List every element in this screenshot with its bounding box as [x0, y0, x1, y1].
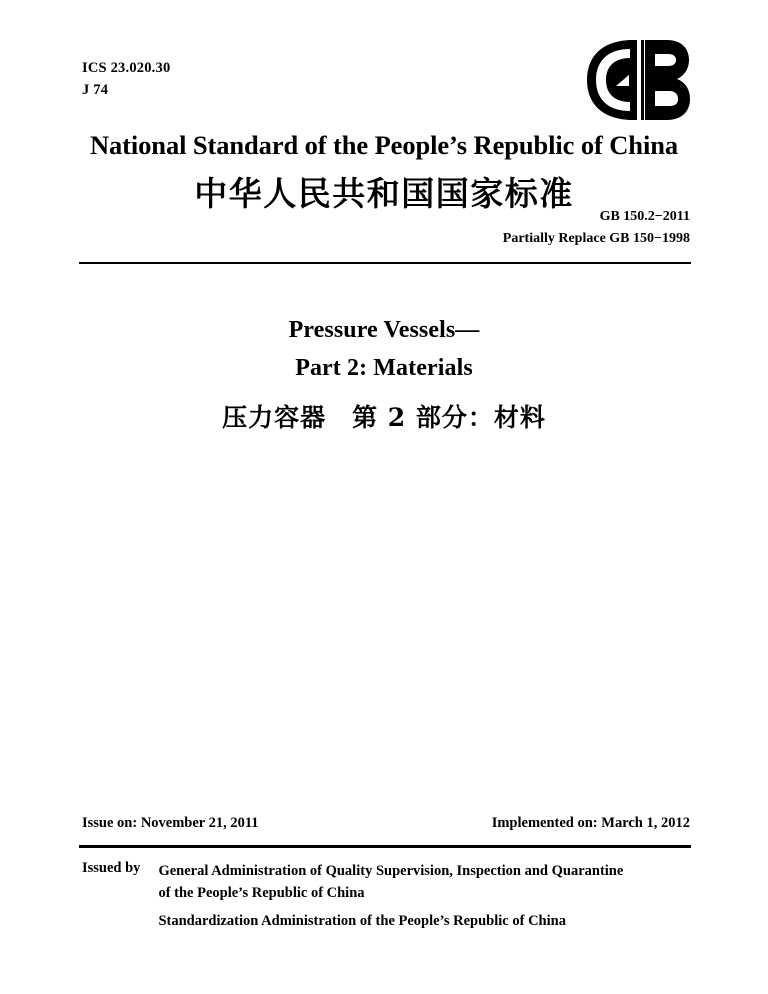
footer-divider [79, 845, 691, 848]
document-title-cn: 压力容器 第 2 部分：材料 [222, 403, 546, 432]
header-divider [79, 262, 691, 264]
implementation-date: Implemented on: March 1, 2012 [491, 815, 690, 831]
standard-number: GB 150.2−2011 [599, 209, 690, 224]
issuer-organizations [140, 860, 702, 932]
issuer-org1-line2: of the People’s Republic of China [158, 885, 365, 902]
issue-date: Issue on: November 21, 2011 [82, 815, 259, 831]
document-title [0, 312, 768, 388]
issued-by-label: Issued by [82, 860, 141, 876]
issuer-block [82, 860, 702, 932]
national-standard-title-cn: 中华人民共和国国家标准 [194, 174, 574, 213]
document-title-line2: Part 2: Materials [295, 354, 473, 381]
national-standard-title-en: National Standard of the People’s Republic of China [89, 130, 678, 160]
dates-row [82, 815, 690, 832]
standard-replaces: Partially Replace GB 150−1998 [502, 231, 690, 247]
document-title-line1: Pressure Vessels— [288, 317, 480, 343]
classification-code: J 74 [82, 82, 109, 99]
issuer-org2: Standardization Administration of the People’s Republic of China [158, 913, 566, 930]
issuer-org1-line1: General Administration of Quality Supervision, Inspection and Quarantine [158, 863, 624, 879]
ics-code-block [82, 57, 170, 102]
gb-emblem-icon [583, 38, 691, 122]
standard-number-block [503, 206, 690, 251]
ics-code: ICS 23.020.30 [82, 60, 171, 76]
